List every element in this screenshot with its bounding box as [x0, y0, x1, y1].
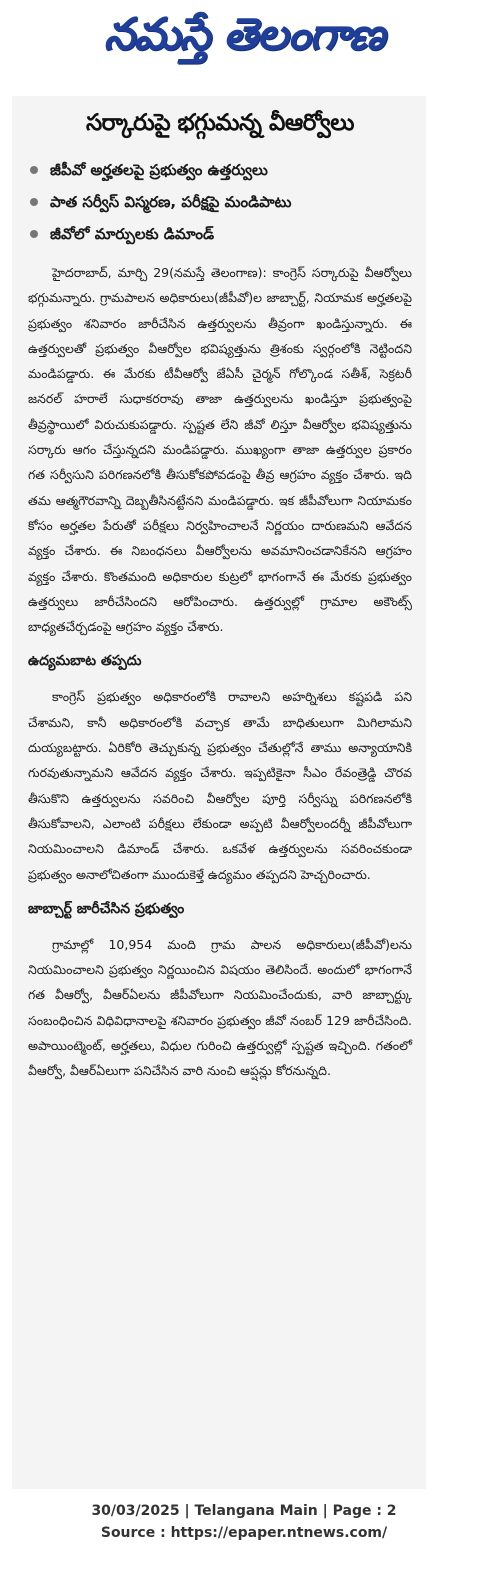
- bullet-text: జీపీవో అర్హతలపై ప్రభుత్వం ఉత్తర్వులు: [50, 161, 268, 179]
- bullet-item: [28, 186, 412, 218]
- bullet-dot-icon: [30, 166, 38, 174]
- page-footer: [0, 1500, 488, 1544]
- article-paragraph-2: కాంగ్రెస్ ప్రభుత్వం అధికారంలోకి రావాలని అహర్నిశలు కష్టపడి పని చేశామని, కానీ అధికారంలోకి వచ్చాక తామే బాధితులుగా మిగిలామని దుయ్యబట్టారు. ఏరికోరి తెచ్చుకున్న ప్రభుత్వం చేతుల్లోనే తాము అన్యాయానికి గురవుతున్నామని ఆవేదన వ్యక్తం చేశారు. ఇప్పటికైనా సీఎం రేవంత్రెడ్డి చొరవ తీసుకొని ఉత్తర్వులను సవరించి వీఆర్వోల పూర్తి సర్వీస్ను పరిగణనలోకి తీసుకోవాలని, ఎలాంటి పరీక్షలు లేకుండా అప్పటి వీఆర్వోలందర్నీ జీపీవోలుగా నియమించాలని డిమాండ్ చేశారు. ఒకవేళ ఉత్తర్వులను సవరించకుండా ప్రభుత్వం అనాలోచితంగా ముందుకెళ్తే ఉద్యమం తప్పదని హెచ్చరించారు.: [28, 689, 412, 882]
- article-subheading-1: ఉద్యమబాట తప్పదు: [28, 653, 142, 670]
- article-subheading-2: జాబ్చార్ట్ జారీచేసిన ప్రభుత్వం: [28, 900, 185, 917]
- newspaper-masthead: [0, 0, 488, 80]
- footer-date-line: 30/03/2025 | Telangana Main | Page : 2: [91, 1503, 397, 1519]
- bullet-dot-icon: [30, 230, 38, 238]
- footer-source-line: Source : https://epaper.ntnews.com/: [100, 1525, 388, 1541]
- bullet-text: పాత సర్వీస్ విస్మరణ, పరీక్షపై మండిపాటు: [50, 193, 292, 211]
- article-headline: సర్కారుపై భగ్గుమన్న వీఆర్వోలు: [86, 110, 354, 136]
- article-bullets: [28, 154, 412, 250]
- bullet-dot-icon: [30, 198, 38, 206]
- news-article: [12, 96, 426, 1489]
- bullet-item: [28, 154, 412, 186]
- article-paragraph-1: హైదరాబాద్, మార్చి 29(నమస్తే తెలంగాణ): కాంగ్రెస్ సర్కారుపై వీఆర్వోలు భగ్గుమన్నారు. గ్రామపాలన అధికారులు(జీపీవో)ల జాబ్చార్ట్, నియామక అర్హతలపై ప్రభుత్వం శనివారం జారీచేసిన ఉత్తర్వులను తీవ్రంగా ఖండిస్తున్నారు. ఈ ఉత్తర్వులతో ప్రభుత్వం వీఆర్వోల భవిష్యత్తును త్రిశంకు స్వర్గంలోకి నెట్టిందని మండిపడ్డారు. ఈ మేరకు టీవీఆర్వో జేఏసీ చైర్మన్ గోల్కొండ సతీశ్, సెక్రటరీ జనరల్ హరాలే సుధాకరరావు తాజా ఉత్తర్వులను ఖండిస్తూ ప్రభుత్వంపై తీవ్రస్థాయిలో విరుచుకుపడ్డారు. స్పష్టత లేని జీవో లిస్తూ వీఆర్వోల భవిష్యత్తును సర్కారు ఆగం చేస్తున్నదని మండిపడ్డారు. ముఖ్యంగా తాజా ఉత్తర్వుల ప్రకారం గత సర్వీసుని పరిగణనలోకి తీసుకోకపోవడంపై తీవ్ర ఆగ్రహం వ్యక్తం చేశారు. ఇది తమ ఆత్మగౌరవాన్ని దెబ్బతీసినట్టేనని మండిపడ్డారు. ఇక జీపీవోలుగా నియామకం కోసం అర్హతల పేరుతో పరీక్షలు నిర్వహించాలనే నిర్ణయం దారుణమని ఆవేదన వ్యక్తం చేశారు. ఈ నిబంధనలు వీఆర్వోలను అవమానించడానికేనని ఆగ్రహం వ్యక్తం చేశారు. కొంతమంది అధికారుల కుట్రలో భాగంగానే ఈ మేరకు ప్రభుత్వం ఉత్తర్వులు జారీచేసిందని ఆరోపించారు. ఉత్తర్వుల్లో గ్రామాల అకౌంట్స్ బాధ్యతచేర్చడంపై ఆగ్రహం వ్యక్తం చేశారు.: [28, 265, 412, 635]
- bullet-text: జీవోలో మార్పులకు డిమాండ్: [50, 225, 215, 243]
- article-paragraph-3: గ్రామాల్లో 10,954 మంది గ్రామ పాలన అధికారులు(జీపీవో)లను నియమించాలని ప్రభుత్వం నిర్ణయించిన విషయం తెలిసిందే. అందులో భాగంగానే గత వీఆర్వో, వీఆర్ఏలను జీపీవోలుగా నియమించేందుకు, వారి జాబ్చార్ట్కు సంబంధించిన విధివిధానాలపై శనివారం ప్రభుత్వం జీవో నంబర్ 129 జారీచేసింది. అపాయింట్మెంట్, అర్హతలు, విధుల గురించి ఉత్తర్వుల్లో స్పష్టత ఇచ్చింది. గతంలో వీఆర్వో, వీఆర్ఏలుగా పనిచేసిన వారి నుంచి ఆప్షన్లు కోరనున్నది.: [28, 936, 412, 1079]
- bullet-item: [28, 218, 412, 250]
- masthead-title: నమస్తే తెలంగాణ: [103, 9, 385, 60]
